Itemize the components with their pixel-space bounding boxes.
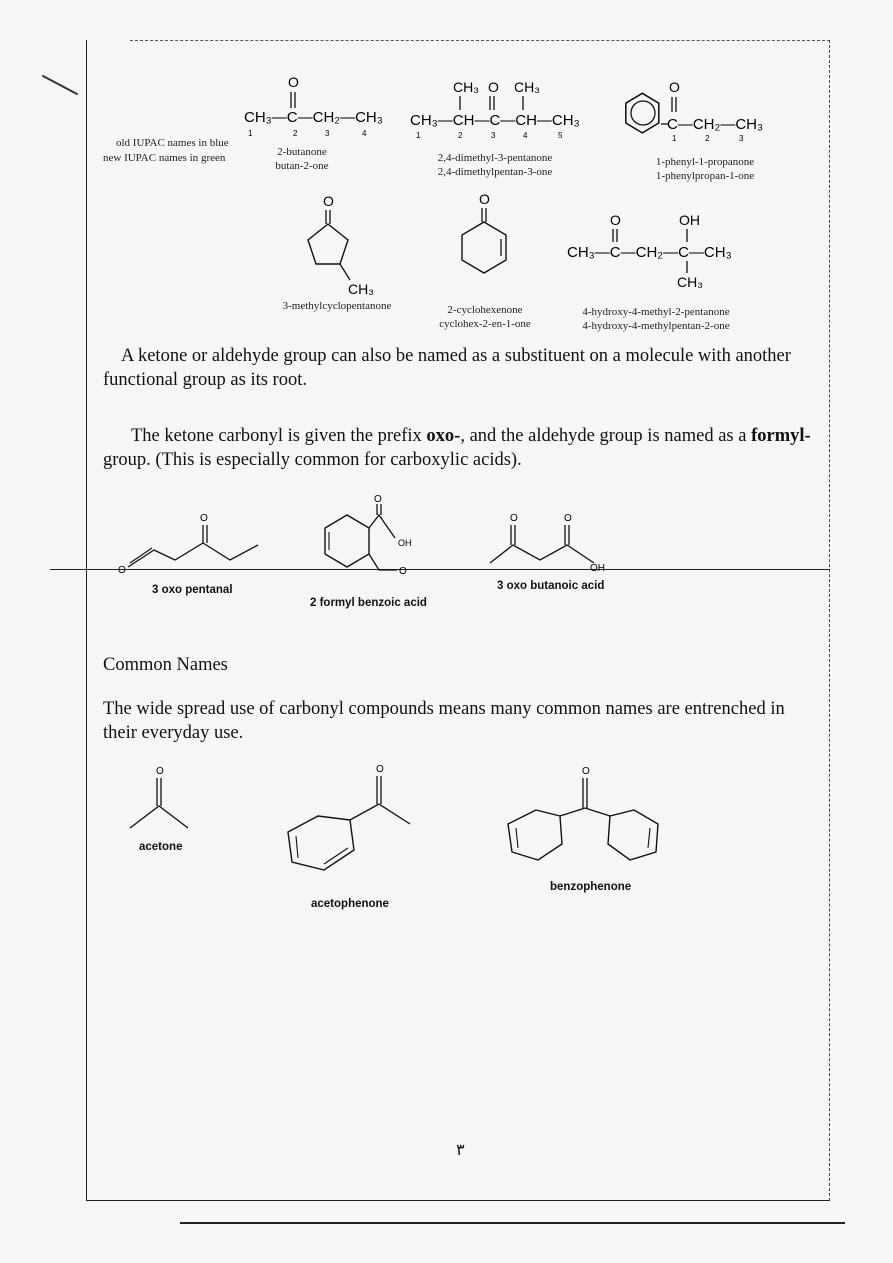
svg-text:O: O	[510, 513, 518, 524]
svg-text:5: 5	[558, 131, 563, 140]
svg-text:CH₃: CH₃	[677, 274, 703, 290]
svg-text:O: O	[200, 513, 208, 524]
phenylpropanone-structure	[605, 78, 780, 144]
butanone-old-name: 2-butanone	[277, 146, 327, 158]
benzophenone-structure	[498, 760, 668, 875]
svg-text:O: O	[669, 79, 680, 95]
label-formyl-benzoic-acid: 2 formyl benzoic acid	[310, 597, 427, 609]
methylcyclopentanone-old-name: 3-methylcyclopentanone	[282, 300, 392, 312]
svg-text:4: 4	[523, 131, 528, 140]
label-benzophenone: benzophenone	[550, 881, 632, 893]
hydroxymethylpentanone-old-name: 4-hydroxy-4-methyl-2-pentanone	[582, 306, 730, 318]
svg-text:OH: OH	[590, 563, 605, 574]
cyclohexenone-old-name: 2-cyclohexenone	[447, 304, 523, 316]
formylbenzoic-acid-structure	[295, 490, 420, 585]
svg-text:O: O	[374, 494, 382, 505]
svg-text:CH₃—C—CH₂—C—CH₃: CH₃—C—CH₂—C—CH₃	[567, 244, 732, 261]
paragraph-substituent: A ketone or aldehyde group can also be named as a substituent on a molecule with another functional group as its root.	[103, 346, 791, 390]
svg-text:1: 1	[416, 131, 421, 140]
label-oxo-pentanal: 3 oxo pentanal	[152, 584, 233, 596]
iupac-note-old: old IUPAC names in blue	[116, 137, 229, 149]
svg-text:O: O	[376, 764, 384, 775]
prefix-text-2: , and the aldehyde group is named as a	[460, 426, 752, 446]
prefix-oxo: oxo-	[426, 426, 461, 446]
methylcyclopentanone-structure	[290, 192, 380, 297]
svg-text:3: 3	[325, 129, 330, 138]
oxobutanoic-acid-structure	[470, 505, 620, 575]
cyclohexenone-structure	[450, 190, 520, 285]
acetophenone-structure	[280, 758, 420, 888]
page-number: ٣	[456, 1142, 465, 1159]
paragraph-prefixes	[103, 424, 815, 472]
butanone-structure	[230, 70, 390, 140]
svg-text:O: O	[479, 191, 490, 207]
dimethylpentanone-new-name: 2,4-dimethylpentan-3-one	[437, 166, 553, 178]
iupac-note-new: new IUPAC names in green	[103, 152, 226, 164]
svg-text:3: 3	[491, 131, 496, 140]
svg-text:2: 2	[458, 131, 463, 140]
svg-text:O: O	[118, 565, 126, 576]
phenylpropanone-new-name: 1-phenylpropan-1-one	[655, 170, 755, 182]
svg-text:1: 1	[672, 134, 677, 143]
bottom-rule	[180, 1222, 845, 1224]
svg-text:CH₃: CH₃	[348, 281, 374, 297]
label-oxo-butanoic-acid: 3 oxo butanoic acid	[497, 580, 605, 592]
svg-text:O: O	[582, 766, 590, 777]
oxopentanal-structure	[110, 505, 280, 580]
butanone-new-name: butan-2-one	[275, 160, 329, 172]
svg-text:OH: OH	[398, 538, 412, 548]
hydroxymethylpentanone-new-name: 4-hydroxy-4-methylpentan-2-one	[582, 320, 730, 332]
svg-text:CH₃: CH₃	[514, 79, 540, 95]
label-acetone: acetone	[139, 841, 183, 853]
svg-text:4: 4	[362, 129, 367, 138]
svg-text:O: O	[156, 766, 164, 777]
label-acetophenone: acetophenone	[311, 898, 389, 910]
svg-text:O: O	[323, 193, 334, 209]
svg-text:3: 3	[739, 134, 744, 143]
paragraph-common-names: The wide spread use of carbonyl compounds means many common names are entrenched in their everyday use.	[103, 699, 785, 743]
dimethylpentanone-structure	[408, 78, 598, 140]
svg-text:O: O	[610, 212, 621, 228]
prefix-formyl: formyl-	[751, 426, 811, 446]
phenylpropanone-old-name: 1-phenyl-1-propanone	[655, 156, 755, 168]
svg-text:2: 2	[705, 134, 710, 143]
corner-mark	[42, 75, 78, 96]
svg-text:1: 1	[248, 129, 253, 138]
cyclohexenone-new-name: cyclohex-2-en-1-one	[439, 318, 531, 330]
svg-text:CH₃: CH₃	[453, 79, 479, 95]
prefix-text-3: group. (This is especially common for carboxylic acids).	[103, 450, 522, 470]
svg-text:O: O	[488, 79, 499, 95]
svg-text:O: O	[288, 74, 299, 90]
svg-text:O: O	[564, 513, 572, 524]
svg-text:C—CH₂—CH₃: C—CH₂—CH₃	[667, 116, 764, 133]
acetone-structure	[120, 762, 200, 837]
svg-text:CH₃—CH—C—CH—CH₃: CH₃—CH—C—CH—CH₃	[410, 112, 580, 129]
svg-text:2: 2	[293, 129, 298, 138]
svg-text:O: O	[399, 566, 407, 577]
hydroxymethylpentanone-structure	[565, 210, 740, 290]
svg-text:CH₃—C—CH₂—CH₃: CH₃—C—CH₂—CH₃	[244, 109, 383, 126]
svg-text:OH: OH	[679, 212, 700, 228]
section-heading-common-names: Common Names	[103, 655, 228, 675]
prefix-text-1: The ketone carbonyl is given the prefix	[131, 426, 427, 446]
dimethylpentanone-old-name: 2,4-dimethyl-3-pentanone	[437, 152, 553, 164]
